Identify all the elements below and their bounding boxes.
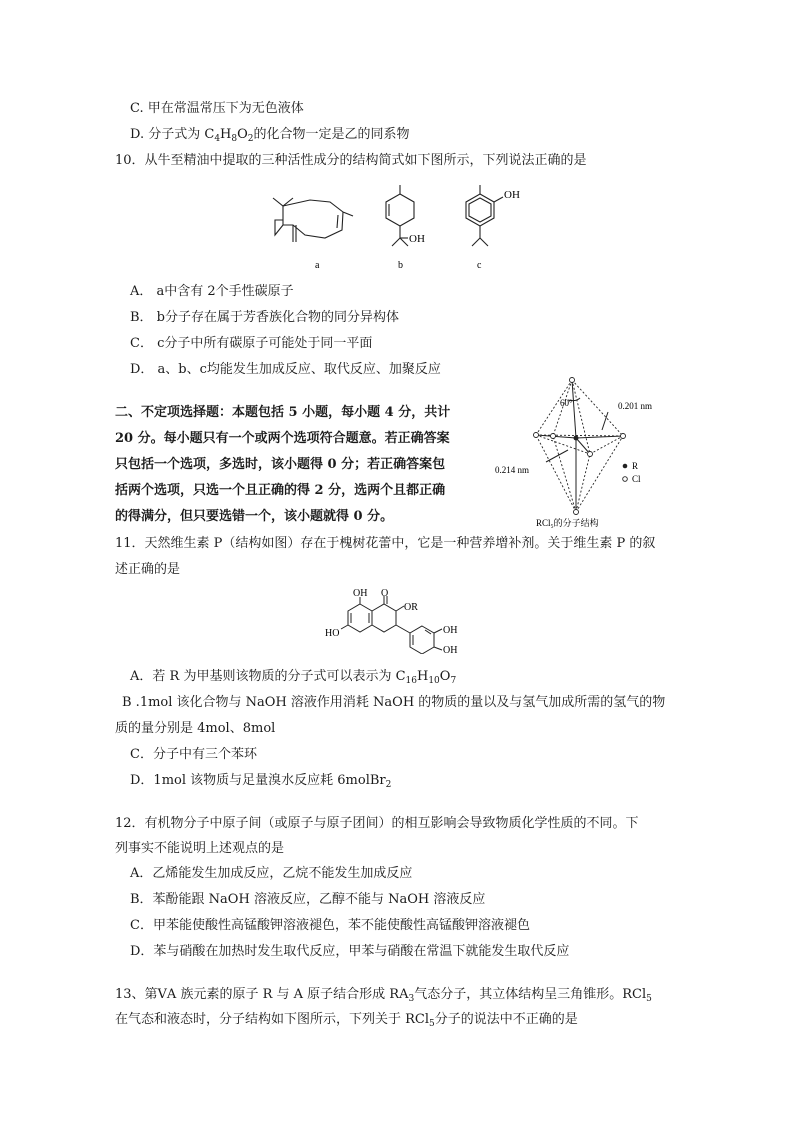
q13-stem-line2: 在气态和液态时，分子结构如下图所示，下列关于 RCl$_5$分子的说法中不正确的是	[115, 1012, 578, 1029]
q12-option-b: B．苯酚能跟 NaOH 溶液反应，乙醇不能与 NaOH 溶液反应	[130, 892, 486, 907]
q11-option-d: D．1mol 该物质与足量溴水反应耗 6molBr$_2$	[130, 773, 392, 790]
q12-option-c: C．甲苯能使酸性高锰酸钾溶液褪色，苯不能使酸性高锰酸钾溶液褪色	[130, 918, 530, 933]
q11-stem-line1: 11．天然维生素 P（结构如图）存在于槐树花蕾中，它是一种营养增补剂。关于维生素 P 的叙	[115, 536, 656, 551]
q12-option-a: A．乙烯能发生加成反应，乙烷不能发生加成反应	[130, 866, 413, 881]
label-a: a	[315, 260, 320, 271]
vp-ketone-o: O	[381, 588, 389, 599]
q11-option-b-line2: 质的量分别是 4mol、8mol	[115, 721, 276, 736]
distance-label-1: 0.201 nm	[618, 401, 653, 411]
legend-cl: Cl	[632, 474, 641, 484]
section2-line2: 20 分。每小题只有一个或两个选项符合题意。若正确答案	[115, 431, 450, 446]
vp-or: OR	[404, 602, 418, 613]
q10-stem: 10．从牛至精油中提取的三种活性成分的结构简式如下图所示，下列说法正确的是	[115, 153, 587, 168]
q10-structures-figure	[255, 180, 555, 280]
q10-option-b: B． b分子存在属于芳香族化合物的同分异构体	[130, 310, 400, 325]
distance-label-2: 0.214 nm	[495, 465, 530, 475]
molecule-b-oh: OH	[409, 233, 425, 245]
vp-ho: HO	[325, 628, 340, 639]
section2-line3: 只包括一个选项，多选时，该小题得 0 分；若正确答案包	[115, 457, 446, 472]
section2-line1: 二、不定项选择题：本题包括 5 小题，每小题 4 分，共计	[115, 405, 451, 420]
vp-oh-top: OH	[353, 588, 368, 599]
q12-stem-line1: 12．有机物分子中原子间（或原子与原子团间）的相互影响会导致物质化学性质的不同。下	[115, 816, 639, 831]
section2-line4: 括两个选项，只选一个且正确的得 2 分，选两个且都正确	[115, 483, 446, 498]
q9-option-c: C. 甲在常温常压下为无色液体	[130, 101, 304, 116]
q11-option-c: C．分子中有三个苯环	[130, 747, 257, 762]
q11-option-a: A．若 R 为甲基则该物质的分子式可以表示为 $C_{16}H_{10}O_7$	[130, 669, 457, 686]
rcl5-structure-figure	[490, 372, 690, 528]
label-c: c	[477, 260, 482, 271]
legend-r: R	[632, 461, 639, 471]
q10-option-a: A． a中含有 2个手性碳原子	[130, 284, 294, 299]
q12-stem-line2: 列事实不能说明上述观点的是	[115, 841, 285, 856]
molecule-c-oh: OH	[504, 189, 520, 201]
q13-stem-line1: 13、第ⅤA 族元素的原子 R 与 A 原子结合形成 $RA_3$气态分子，其立体结构呈三角锥形。RCl$_5$	[115, 987, 652, 1004]
q11-stem-line2: 述正确的是	[115, 562, 181, 577]
q12-option-d: D．苯与硝酸在加热时发生取代反应，甲苯与硝酸在常温下就能发生取代反应	[130, 944, 570, 959]
vp-oh-right-2: OH	[443, 645, 458, 654]
molecule-a	[273, 198, 353, 242]
q9-option-d: D. 分子式为 $C_4H_8O_2$的化合物一定是乙的同系物	[130, 127, 410, 144]
molecule-c	[466, 185, 503, 246]
vp-oh-right-1: OH	[443, 625, 458, 636]
angle-label: 60°	[560, 398, 573, 408]
label-b: b	[398, 260, 403, 271]
rcl5-caption: RCl₅的分子结构	[536, 518, 599, 528]
section2-line5: 的得满分，但只要选错一个，该小题就得 0 分。	[115, 509, 394, 524]
q10-option-c: C． c分子中所有碳原子可能处于同一平面	[130, 336, 373, 351]
q10-option-d: D． a、b、c均能发生加成反应、取代反应、加聚反应	[130, 362, 441, 377]
vitamin-p-structure	[320, 586, 480, 654]
q11-option-b-line1: B .1mol 该化合物与 NaOH 溶液作用消耗 NaOH 的物质的量以及与氢气加成所需的氢气的物	[122, 695, 666, 710]
